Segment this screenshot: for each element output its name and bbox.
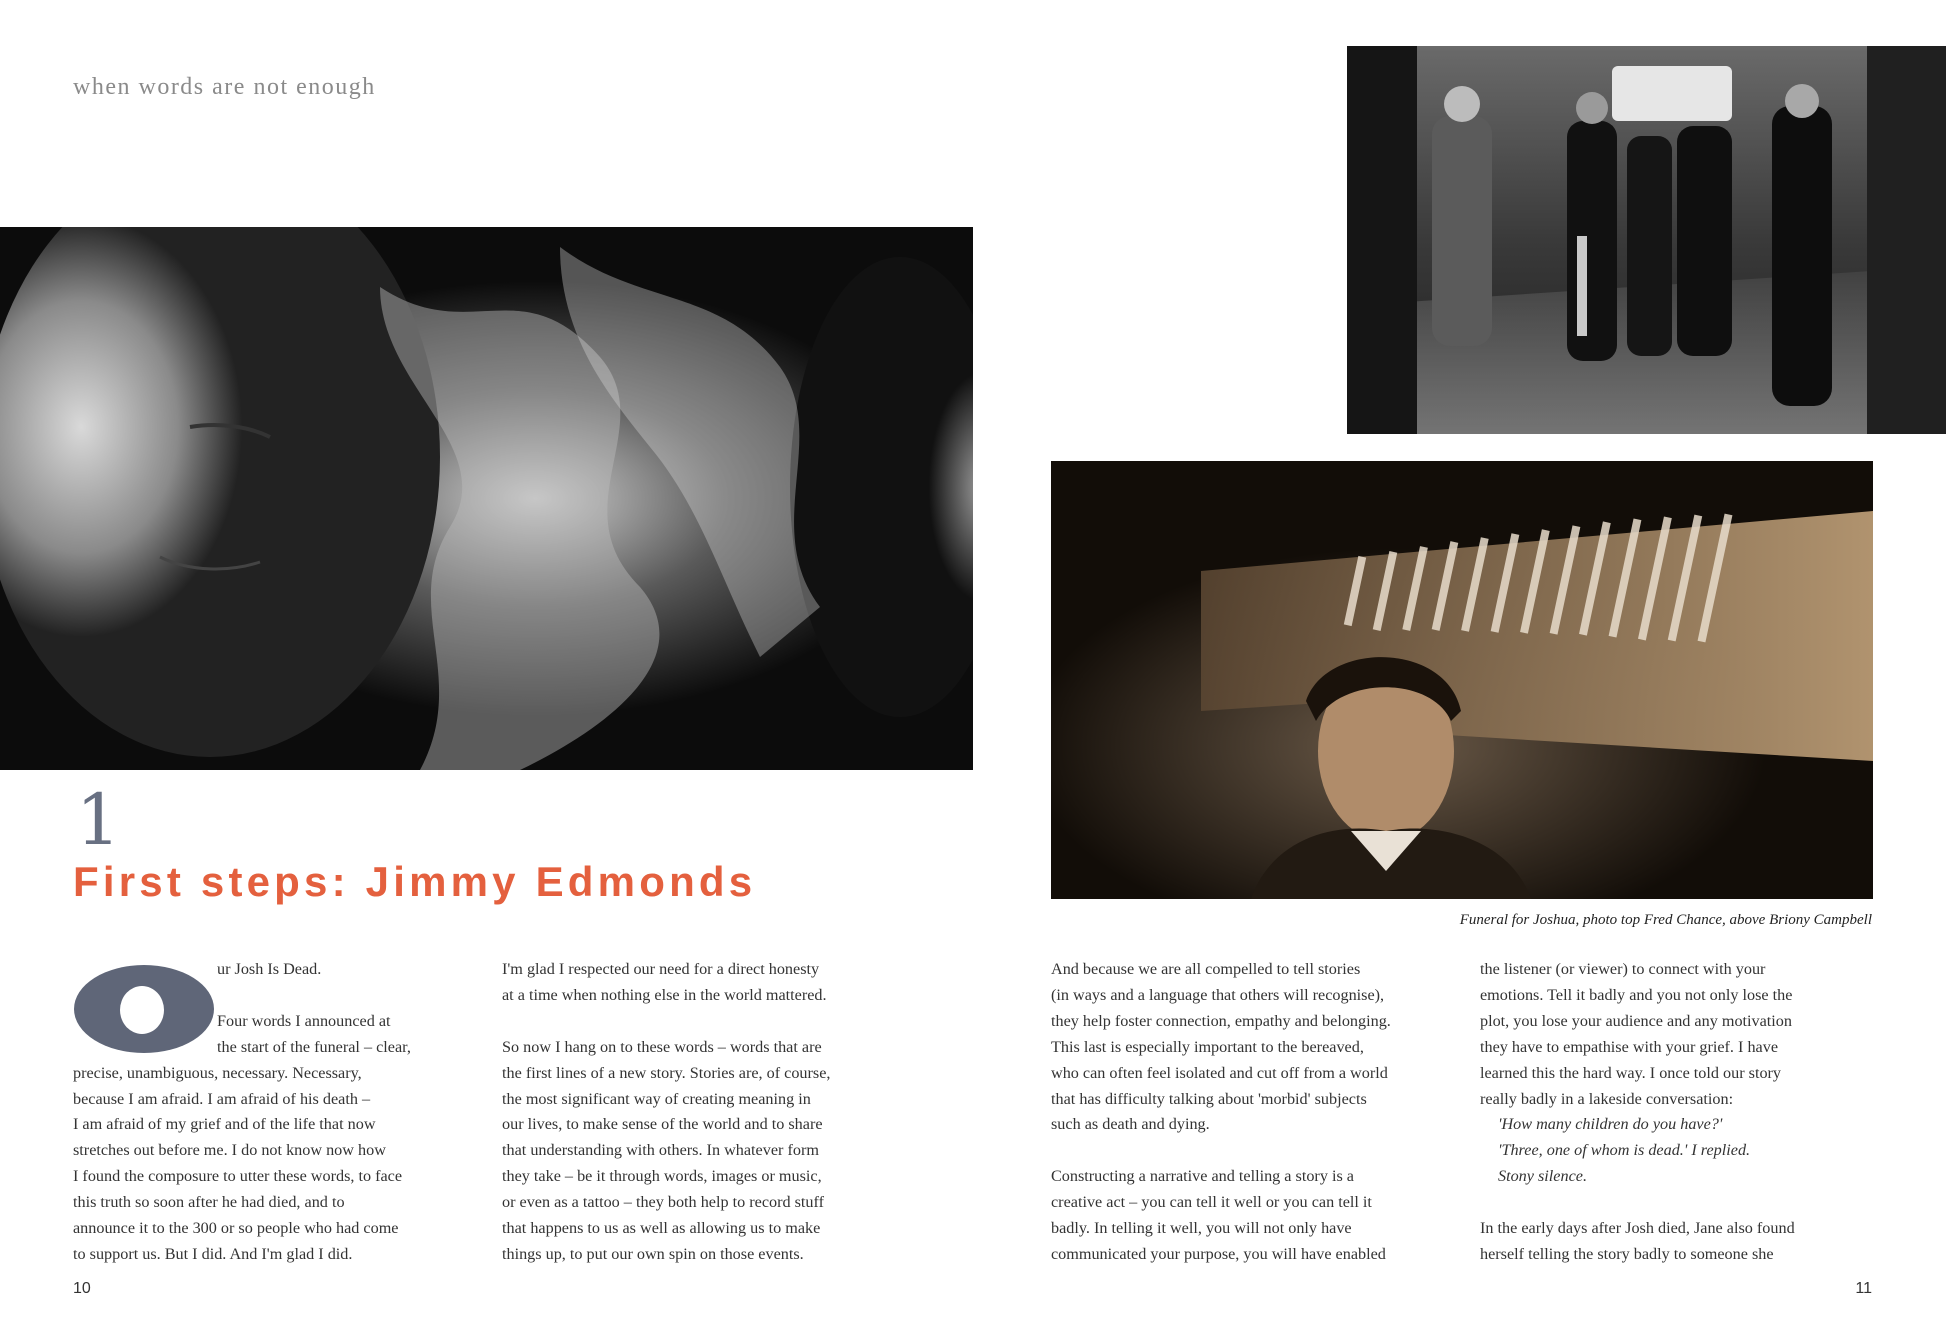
page-number-right: 11 <box>1855 1280 1872 1297</box>
text-line: herself telling the story badly to someone she <box>1480 1244 1774 1263</box>
text-line: they help foster connection, empathy and belonging. <box>1051 1011 1391 1030</box>
pallbearer-coffin-photo <box>1051 461 1873 899</box>
text-line: Constructing a narrative and telling a story is a <box>1051 1167 1354 1186</box>
text-line: So now I hang on to these words – words that are <box>502 1037 822 1056</box>
body-column-1 <box>73 957 478 1268</box>
text-line: I'm glad I respected our need for a direct honesty <box>502 960 820 978</box>
portrait-collage-photo <box>0 227 973 770</box>
text-line: because I am afraid. I am afraid of his death – <box>73 1089 371 1108</box>
text-line: that happens to us as well as allowing us to make <box>502 1219 821 1238</box>
text-line: In the early days after Josh died, Jane also found <box>1480 1219 1795 1238</box>
photo-caption: Funeral for Joshua, photo top Fred Chance, above Briony Campbell <box>1459 912 1872 928</box>
text-line: announce it to the 300 or so people who had come <box>73 1219 399 1238</box>
text-line: I found the composure to utter these words, to face <box>73 1167 403 1186</box>
text-line: This last is especially important to the bereaved, <box>1051 1037 1364 1056</box>
text-line: ur Josh Is Dead. <box>217 960 322 978</box>
chapter-number: 1 <box>76 779 121 861</box>
text-line: at a time when nothing else in the world mattered. <box>502 985 827 1004</box>
text-line: the start of the funeral – clear, <box>217 1037 411 1056</box>
text-line: communicated your purpose, you will have enabled <box>1051 1244 1386 1263</box>
text-line: they have to empathise with your grief. I have <box>1480 1037 1779 1056</box>
text-line: stretches out before me. I do not know now how <box>73 1141 386 1160</box>
page-number-left: 10 <box>73 1280 91 1297</box>
running-head: when words are not enough <box>73 74 376 100</box>
quote-line: 'How many children do you have?' <box>1498 1115 1723 1134</box>
text-line: Four words I announced at <box>217 1011 391 1030</box>
text-line: And because we are all compelled to tell stories <box>1051 960 1361 978</box>
text-line: the first lines of a new story. Stories are, of course, <box>502 1063 831 1082</box>
text-line: they take – be it through words, images or music, <box>502 1167 822 1186</box>
quote-line: Stony silence. <box>1498 1167 1587 1186</box>
text-line: creative act – you can tell it well or you can tell it <box>1051 1193 1372 1212</box>
funeral-procession-photo <box>1347 46 1946 434</box>
text-line: precise, unambiguous, necessary. Necessary, <box>73 1063 362 1082</box>
text-line: learned this the hard way. I once told our story <box>1480 1063 1782 1082</box>
body-column-3 <box>1051 957 1456 1268</box>
text-line: plot, you lose your audience and any motivation <box>1480 1011 1792 1030</box>
text-line: our lives, to make sense of the world and to share <box>502 1115 823 1134</box>
text-line: that has difficulty talking about 'morbid' subjects <box>1051 1089 1367 1108</box>
quote-line: 'Three, one of whom is dead.' I replied. <box>1498 1141 1751 1160</box>
text-line: such as death and dying. <box>1051 1115 1210 1134</box>
text-line: (in ways and a language that others will recognise), <box>1051 985 1385 1004</box>
text-line: things up, to put our own spin on those events. <box>502 1244 804 1263</box>
text-line: badly. In telling it well, you will not only have <box>1051 1219 1352 1238</box>
body-column-4 <box>1480 957 1885 1268</box>
text-line: to support us. But I did. And I'm glad I did. <box>73 1244 353 1263</box>
text-line: the listener (or viewer) to connect with your <box>1480 960 1766 978</box>
chapter-title: First steps: Jimmy Edmonds <box>73 858 757 905</box>
text-line: emotions. Tell it badly and you not only lose the <box>1480 985 1793 1004</box>
text-line: or even as a tattoo – they both help to record stuff <box>502 1193 825 1212</box>
text-line: I am afraid of my grief and of the life that now <box>73 1115 376 1134</box>
text-line: who can often feel isolated and cut off from a world <box>1051 1063 1388 1082</box>
text-line: really badly in a lakeside conversation: <box>1480 1089 1734 1108</box>
text-line: the most significant way of creating meaning in <box>502 1089 811 1108</box>
text-line: that understanding with others. In whatever form <box>502 1141 819 1160</box>
body-column-2 <box>502 957 907 1268</box>
text-line: this truth so soon after he had died, and to <box>73 1193 345 1212</box>
